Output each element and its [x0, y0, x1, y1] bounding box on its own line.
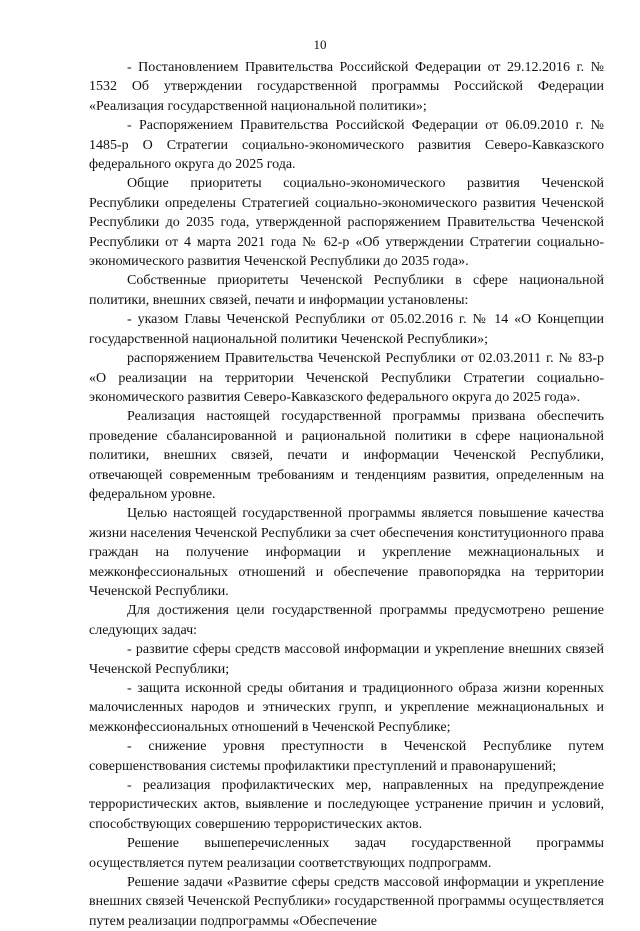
paragraph-task-crime: - снижение уровня преступности в Чеченской Республике путем совершенствования системы профилактики преступлений и правонарушений;	[89, 739, 604, 774]
paragraph-task-media: - развитие сферы средств массовой информации и укрепление внешних связей Чеченской Республики;	[89, 642, 604, 677]
paragraph-task-indigenous: - защита исконной среды обитания и традиционного образа жизни коренных малочисленных народов и этнических групп, и укрепление межнациональных и межконфессиональных отношений в Чеченской Республике;	[89, 681, 604, 735]
paragraph-general-priorities: Общие приоритеты социально-экономического развития Чеченской Республики определены Стратегией социально-экономического развития Чеченской Республики до 2035 года, утвержденной распоряжением Правительства Чеченской Республики от 4 марта 2021 года № 62-р «Об утверждении Стратегии социально-экономического развития Чеченской Республики до 2035 года».	[89, 176, 604, 270]
paragraph-decree-14: - указом Главы Чеченской Республики от 05.02.2016 г. № 14 «О Концепции государственной национальной политики Чеченской Республики»;	[89, 312, 604, 347]
paragraph-program-implementation: Реализация настоящей государственной программы призвана обеспечить проведение сбалансированной и рациональной политики в сфере национальной политики, внешних связей, печати и информации Чеченской Республики, отвечающей современным требованиям и тенденциям развития, определенным на федеральном уровне.	[89, 409, 604, 502]
paragraph-tasks-intro: Для достижения цели государственной программы предусмотрено решение следующих задач:	[89, 603, 604, 638]
paragraph-subprograms: Решение вышеперечисленных задач государственной программы осуществляется путем реализации соответствующих подпрограмм.	[89, 836, 604, 871]
paragraph-decree-1532: - Постановлением Правительства Российской Федерации от 29.12.2016 г. № 1532 Об утверждении государственной программы Российской Федерации «Реализация государственной национальной политики»;	[89, 60, 604, 114]
document-body	[89, 58, 604, 931]
paragraph-own-priorities: Собственные приоритеты Чеченской Республики в сфере национальной политики, внешних связей, печати и информации установлены:	[89, 273, 604, 308]
paragraph-order-1485: - Распоряжением Правительства Российской Федерации от 06.09.2010 г. № 1485-р О Стратегии социально-экономического развития Северо-Кавказского федерального округа до 2025 года.	[89, 118, 604, 173]
paragraph-program-goal: Целью настоящей государственной программы является повышение качества жизни населения Чеченской Республики за счет обеспечения конституционного права граждан на получение информации и укрепление межнациональных и межконфессиональных отношений и обеспечение правопорядка на территории Чеченской Республики.	[89, 506, 604, 599]
paragraph-media-subprogram: Решение задачи «Развитие сферы средств массовой информации и укрепление внешних связей Чеченской Республики» государственной программы осуществляется путем реализации подпрограммы «Обеспечение	[89, 875, 604, 929]
paragraph-order-83: распоряжением Правительства Чеченской Республики от 02.03.2011 г. № 83-р «О реализации на территории Чеченской Республики Стратегии социально-экономического развития Северо-Кавказского федерального округа до 2025 года».	[89, 351, 604, 405]
page-number: 10	[313, 37, 327, 52]
paragraph-task-terrorism: - реализация профилактических мер, направленных на предупреждение террористических актов, выявление и последующее устранение причин и условий, способствующих совершению террористических актов.	[89, 778, 604, 832]
